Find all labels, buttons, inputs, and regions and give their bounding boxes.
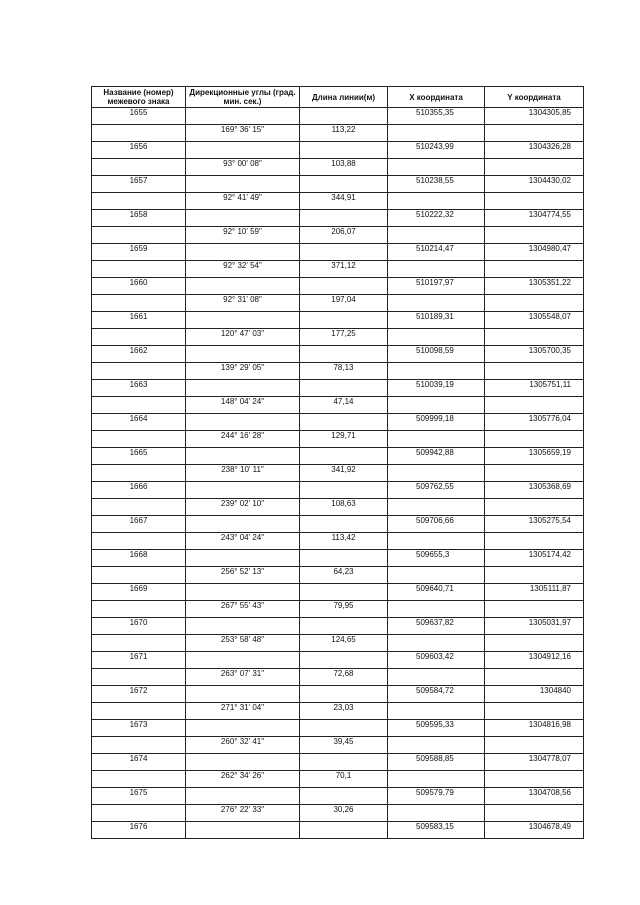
empty-cell (485, 125, 584, 142)
empty-cell (300, 720, 388, 737)
y-coordinate: 1305776,04 (485, 414, 584, 431)
empty-cell (388, 193, 485, 210)
empty-cell (485, 737, 584, 754)
line-length: 371,12 (300, 261, 388, 278)
mark-row (92, 618, 584, 635)
y-coordinate: 1305351,22 (485, 278, 584, 295)
empty-cell (186, 788, 300, 805)
empty-cell (300, 618, 388, 635)
line-length: 341,92 (300, 465, 388, 482)
line-length: 72,68 (300, 669, 388, 686)
segment-row (92, 295, 584, 312)
empty-cell (388, 295, 485, 312)
empty-cell (300, 686, 388, 703)
y-coordinate: 1305700,35 (485, 346, 584, 363)
mark-name: 1655 (92, 108, 186, 125)
empty-cell (388, 261, 485, 278)
empty-cell (300, 652, 388, 669)
mark-row (92, 414, 584, 431)
y-coordinate: 1304708,56 (485, 788, 584, 805)
empty-cell (388, 159, 485, 176)
x-coordinate: 510238,55 (388, 176, 485, 193)
empty-cell (300, 108, 388, 125)
empty-cell (485, 465, 584, 482)
mark-name: 1659 (92, 244, 186, 261)
mark-name: 1666 (92, 482, 186, 499)
mark-name: 1668 (92, 550, 186, 567)
empty-cell (485, 261, 584, 278)
empty-cell (300, 210, 388, 227)
table-body (92, 108, 584, 839)
empty-cell (388, 499, 485, 516)
line-length: 344,91 (300, 193, 388, 210)
empty-cell (92, 431, 186, 448)
empty-cell (186, 244, 300, 261)
mark-name: 1660 (92, 278, 186, 295)
line-length: 108,63 (300, 499, 388, 516)
segment-row (92, 329, 584, 346)
empty-cell (186, 380, 300, 397)
empty-cell (186, 108, 300, 125)
empty-cell (388, 329, 485, 346)
mark-row (92, 482, 584, 499)
empty-cell (388, 227, 485, 244)
empty-cell (186, 482, 300, 499)
segment-row (92, 737, 584, 754)
mark-name: 1662 (92, 346, 186, 363)
mark-row (92, 584, 584, 601)
x-coordinate: 509706,66 (388, 516, 485, 533)
y-coordinate: 1304840 (485, 686, 584, 703)
direction-angle: 148° 04' 24" (186, 397, 300, 414)
mark-name: 1669 (92, 584, 186, 601)
empty-cell (186, 720, 300, 737)
empty-cell (300, 550, 388, 567)
table-header-row (92, 87, 584, 108)
y-coordinate: 1305548,07 (485, 312, 584, 329)
segment-row (92, 533, 584, 550)
empty-cell (92, 601, 186, 618)
mark-name: 1656 (92, 142, 186, 159)
empty-cell (300, 142, 388, 159)
header-y-coordinate: Y координата (485, 87, 584, 108)
direction-angle: 139° 29' 05" (186, 363, 300, 380)
empty-cell (300, 516, 388, 533)
line-length: 70,1 (300, 771, 388, 788)
empty-cell (92, 125, 186, 142)
y-coordinate: 1304912,16 (485, 652, 584, 669)
segment-row (92, 193, 584, 210)
direction-angle: 92° 10' 59" (186, 227, 300, 244)
mark-row (92, 448, 584, 465)
empty-cell (388, 703, 485, 720)
mark-row (92, 346, 584, 363)
empty-cell (388, 431, 485, 448)
empty-cell (92, 567, 186, 584)
line-length: 206,07 (300, 227, 388, 244)
mark-row (92, 176, 584, 193)
y-coordinate: 1305659,19 (485, 448, 584, 465)
empty-cell (186, 414, 300, 431)
y-coordinate: 1305111,87 (485, 584, 584, 601)
x-coordinate: 510098,59 (388, 346, 485, 363)
x-coordinate: 510214,47 (388, 244, 485, 261)
empty-cell (92, 669, 186, 686)
mark-row (92, 516, 584, 533)
empty-cell (92, 533, 186, 550)
x-coordinate: 509603,42 (388, 652, 485, 669)
empty-cell (186, 210, 300, 227)
line-length: 113,22 (300, 125, 388, 142)
line-length: 30,26 (300, 805, 388, 822)
x-coordinate: 509999,18 (388, 414, 485, 431)
empty-cell (186, 618, 300, 635)
mark-name: 1670 (92, 618, 186, 635)
y-coordinate: 1304305,85 (485, 108, 584, 125)
empty-cell (388, 533, 485, 550)
empty-cell (485, 703, 584, 720)
mark-row (92, 720, 584, 737)
x-coordinate: 510222,32 (388, 210, 485, 227)
segment-row (92, 363, 584, 380)
mark-name: 1675 (92, 788, 186, 805)
empty-cell (388, 669, 485, 686)
empty-cell (485, 533, 584, 550)
y-coordinate: 1305174,42 (485, 550, 584, 567)
segment-row (92, 669, 584, 686)
segment-row (92, 771, 584, 788)
y-coordinate: 1305751,11 (485, 380, 584, 397)
empty-cell (485, 295, 584, 312)
y-coordinate: 1304678,49 (485, 822, 584, 839)
x-coordinate: 509762,55 (388, 482, 485, 499)
direction-angle: 169° 36' 15" (186, 125, 300, 142)
empty-cell (388, 737, 485, 754)
mark-row (92, 550, 584, 567)
line-length: 124,65 (300, 635, 388, 652)
empty-cell (485, 329, 584, 346)
empty-cell (388, 465, 485, 482)
empty-cell (485, 635, 584, 652)
x-coordinate: 509595,33 (388, 720, 485, 737)
empty-cell (186, 652, 300, 669)
line-length: 129,71 (300, 431, 388, 448)
empty-cell (485, 805, 584, 822)
empty-cell (300, 414, 388, 431)
empty-cell (186, 584, 300, 601)
empty-cell (92, 227, 186, 244)
empty-cell (388, 567, 485, 584)
line-length: 79,95 (300, 601, 388, 618)
empty-cell (186, 754, 300, 771)
direction-angle: 276° 22' 33" (186, 805, 300, 822)
segment-row (92, 159, 584, 176)
mark-row (92, 210, 584, 227)
y-coordinate: 1304774,55 (485, 210, 584, 227)
empty-cell (92, 499, 186, 516)
empty-cell (388, 601, 485, 618)
line-length: 23,03 (300, 703, 388, 720)
direction-angle: 244° 16' 28" (186, 431, 300, 448)
empty-cell (186, 142, 300, 159)
coordinates-sheet (91, 86, 583, 839)
empty-cell (300, 754, 388, 771)
direction-angle: 267° 55' 43" (186, 601, 300, 618)
empty-cell (300, 312, 388, 329)
empty-cell (300, 244, 388, 261)
empty-cell (186, 822, 300, 839)
x-coordinate: 510355,35 (388, 108, 485, 125)
empty-cell (388, 125, 485, 142)
segment-row (92, 431, 584, 448)
empty-cell (186, 346, 300, 363)
y-coordinate: 1305031,97 (485, 618, 584, 635)
segment-row (92, 635, 584, 652)
mark-name: 1672 (92, 686, 186, 703)
x-coordinate: 509583,15 (388, 822, 485, 839)
mark-row (92, 244, 584, 261)
x-coordinate: 510189,31 (388, 312, 485, 329)
empty-cell (92, 805, 186, 822)
y-coordinate: 1305275,54 (485, 516, 584, 533)
mark-name: 1674 (92, 754, 186, 771)
direction-angle: 238° 10' 11" (186, 465, 300, 482)
direction-angle: 243° 04' 24" (186, 533, 300, 550)
direction-angle: 92° 41' 49" (186, 193, 300, 210)
empty-cell (92, 635, 186, 652)
segment-row (92, 601, 584, 618)
y-coordinate: 1304816,98 (485, 720, 584, 737)
direction-angle: 92° 32' 54" (186, 261, 300, 278)
mark-name: 1676 (92, 822, 186, 839)
header-x-coordinate: X координата (388, 87, 485, 108)
line-length: 103,88 (300, 159, 388, 176)
header-line-length: Длина линии(м) (300, 87, 388, 108)
empty-cell (92, 703, 186, 720)
empty-cell (300, 380, 388, 397)
empty-cell (92, 737, 186, 754)
line-length: 177,25 (300, 329, 388, 346)
empty-cell (186, 550, 300, 567)
empty-cell (300, 584, 388, 601)
segment-row (92, 805, 584, 822)
direction-angle: 92° 31' 08" (186, 295, 300, 312)
direction-angle: 263° 07' 31" (186, 669, 300, 686)
mark-row (92, 108, 584, 125)
segment-row (92, 397, 584, 414)
mark-row (92, 754, 584, 771)
y-coordinate: 1304980,47 (485, 244, 584, 261)
empty-cell (388, 397, 485, 414)
empty-cell (300, 448, 388, 465)
empty-cell (485, 363, 584, 380)
segment-row (92, 499, 584, 516)
empty-cell (300, 278, 388, 295)
mark-name: 1657 (92, 176, 186, 193)
mark-row (92, 652, 584, 669)
header-direction-angle: Дирекционные углы (град. мин. сек.) (186, 87, 300, 108)
mark-name: 1671 (92, 652, 186, 669)
x-coordinate: 510243,99 (388, 142, 485, 159)
empty-cell (92, 329, 186, 346)
empty-cell (388, 363, 485, 380)
empty-cell (485, 227, 584, 244)
x-coordinate: 509584,72 (388, 686, 485, 703)
segment-row (92, 261, 584, 278)
segment-row (92, 227, 584, 244)
mark-row (92, 822, 584, 839)
mark-name: 1665 (92, 448, 186, 465)
y-coordinate: 1304326,28 (485, 142, 584, 159)
empty-cell (92, 465, 186, 482)
empty-cell (92, 397, 186, 414)
empty-cell (300, 788, 388, 805)
empty-cell (186, 312, 300, 329)
segment-row (92, 125, 584, 142)
mark-row (92, 788, 584, 805)
mark-row (92, 142, 584, 159)
mark-row (92, 380, 584, 397)
empty-cell (388, 805, 485, 822)
direction-angle: 262° 34' 26" (186, 771, 300, 788)
line-length: 197,04 (300, 295, 388, 312)
empty-cell (186, 278, 300, 295)
empty-cell (485, 397, 584, 414)
line-length: 64,23 (300, 567, 388, 584)
empty-cell (92, 261, 186, 278)
empty-cell (186, 176, 300, 193)
x-coordinate: 510039,19 (388, 380, 485, 397)
segment-row (92, 703, 584, 720)
empty-cell (388, 635, 485, 652)
mark-name: 1664 (92, 414, 186, 431)
direction-angle: 93° 00' 08" (186, 159, 300, 176)
direction-angle: 239° 02' 10" (186, 499, 300, 516)
empty-cell (300, 176, 388, 193)
empty-cell (485, 193, 584, 210)
empty-cell (186, 448, 300, 465)
empty-cell (92, 771, 186, 788)
mark-name: 1663 (92, 380, 186, 397)
empty-cell (485, 669, 584, 686)
empty-cell (92, 159, 186, 176)
direction-angle: 256° 52' 13" (186, 567, 300, 584)
mark-name: 1673 (92, 720, 186, 737)
x-coordinate: 509942,88 (388, 448, 485, 465)
y-coordinate: 1304430,02 (485, 176, 584, 193)
empty-cell (485, 159, 584, 176)
empty-cell (92, 363, 186, 380)
line-length: 113,42 (300, 533, 388, 550)
line-length: 39,45 (300, 737, 388, 754)
empty-cell (300, 482, 388, 499)
empty-cell (186, 686, 300, 703)
empty-cell (388, 771, 485, 788)
direction-angle: 271° 31' 04" (186, 703, 300, 720)
mark-name: 1661 (92, 312, 186, 329)
empty-cell (485, 499, 584, 516)
y-coordinate: 1304778,07 (485, 754, 584, 771)
empty-cell (92, 193, 186, 210)
x-coordinate: 509588,85 (388, 754, 485, 771)
direction-angle: 253° 58' 48" (186, 635, 300, 652)
mark-name: 1667 (92, 516, 186, 533)
header-mark-name: Название (номер) межевого знака (92, 87, 186, 108)
x-coordinate: 509640,71 (388, 584, 485, 601)
empty-cell (485, 567, 584, 584)
empty-cell (485, 771, 584, 788)
empty-cell (300, 346, 388, 363)
line-length: 47,14 (300, 397, 388, 414)
mark-row (92, 312, 584, 329)
empty-cell (300, 822, 388, 839)
empty-cell (485, 431, 584, 448)
boundary-marks-table (91, 86, 584, 839)
mark-row (92, 278, 584, 295)
segment-row (92, 567, 584, 584)
empty-cell (92, 295, 186, 312)
segment-row (92, 465, 584, 482)
y-coordinate: 1305368,69 (485, 482, 584, 499)
empty-cell (485, 601, 584, 618)
x-coordinate: 509579,79 (388, 788, 485, 805)
direction-angle: 260° 32' 41" (186, 737, 300, 754)
x-coordinate: 510197,97 (388, 278, 485, 295)
x-coordinate: 509637,82 (388, 618, 485, 635)
mark-name: 1658 (92, 210, 186, 227)
mark-row (92, 686, 584, 703)
line-length: 78,13 (300, 363, 388, 380)
x-coordinate: 509655,3 (388, 550, 485, 567)
empty-cell (186, 516, 300, 533)
direction-angle: 120° 47' 03" (186, 329, 300, 346)
